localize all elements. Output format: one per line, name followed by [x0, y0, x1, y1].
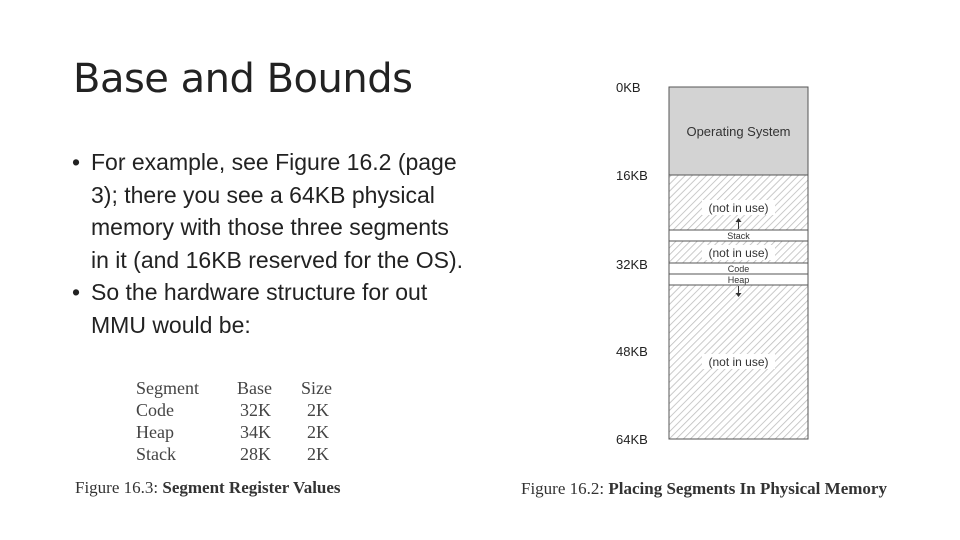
bullet-text: So the hardware structure for out MMU would be:	[91, 279, 428, 338]
caption-title: Segment Register Values	[162, 478, 341, 497]
address-label-0kb: 0KB	[616, 80, 641, 95]
table-cell: Heap	[136, 422, 174, 442]
bullet-item	[72, 276, 472, 341]
table-row	[136, 399, 361, 421]
code-label: Code	[727, 264, 750, 274]
address-label-32kb: 32KB	[616, 257, 648, 272]
table-row	[136, 443, 361, 465]
physical-memory-diagram	[668, 86, 810, 442]
caption-prefix: Figure 16.2:	[521, 479, 605, 498]
figure-caption-memory	[521, 479, 887, 499]
bullet-dot: •	[72, 279, 81, 305]
slide-title: Base and Bounds	[73, 56, 413, 102]
table-cell: 2K	[307, 400, 329, 420]
unused-label-1: (not in use)	[708, 201, 769, 215]
table-cell: Code	[136, 400, 174, 420]
bullet-list	[72, 146, 472, 341]
address-label-16kb: 16KB	[616, 168, 648, 183]
address-label-64kb: 64KB	[616, 432, 648, 447]
table-row	[136, 421, 361, 443]
table-header: Segment	[136, 378, 199, 398]
table-cell: 32K	[240, 400, 271, 420]
table-cell: 2K	[307, 444, 329, 464]
figure-caption-segment-table	[75, 478, 341, 498]
stack-label: Stack	[727, 231, 750, 241]
bullet-text: For example, see Figure 16.2 (page 3); there you see a 64KB physical memory with those three segments in it (and 16KB reserved for the OS).	[91, 149, 464, 273]
table-cell: 2K	[307, 422, 329, 442]
caption-prefix: Figure 16.3:	[75, 478, 159, 497]
unused-label-3: (not in use)	[708, 355, 769, 369]
bullet-item	[72, 146, 472, 276]
unused-label-2: (not in use)	[708, 246, 769, 260]
heap-label: Heap	[727, 275, 750, 285]
table-cell: 34K	[240, 422, 271, 442]
bullet-dot: •	[72, 149, 81, 175]
table-cell: Stack	[136, 444, 176, 464]
segment-register-table	[136, 377, 361, 465]
os-label: Operating System	[686, 124, 791, 139]
table-header-row	[136, 377, 361, 399]
table-header: Base	[237, 378, 272, 398]
table-header: Size	[301, 378, 332, 398]
caption-title: Placing Segments In Physical Memory	[608, 479, 887, 498]
table-cell: 28K	[240, 444, 271, 464]
address-label-48kb: 48KB	[616, 344, 648, 359]
